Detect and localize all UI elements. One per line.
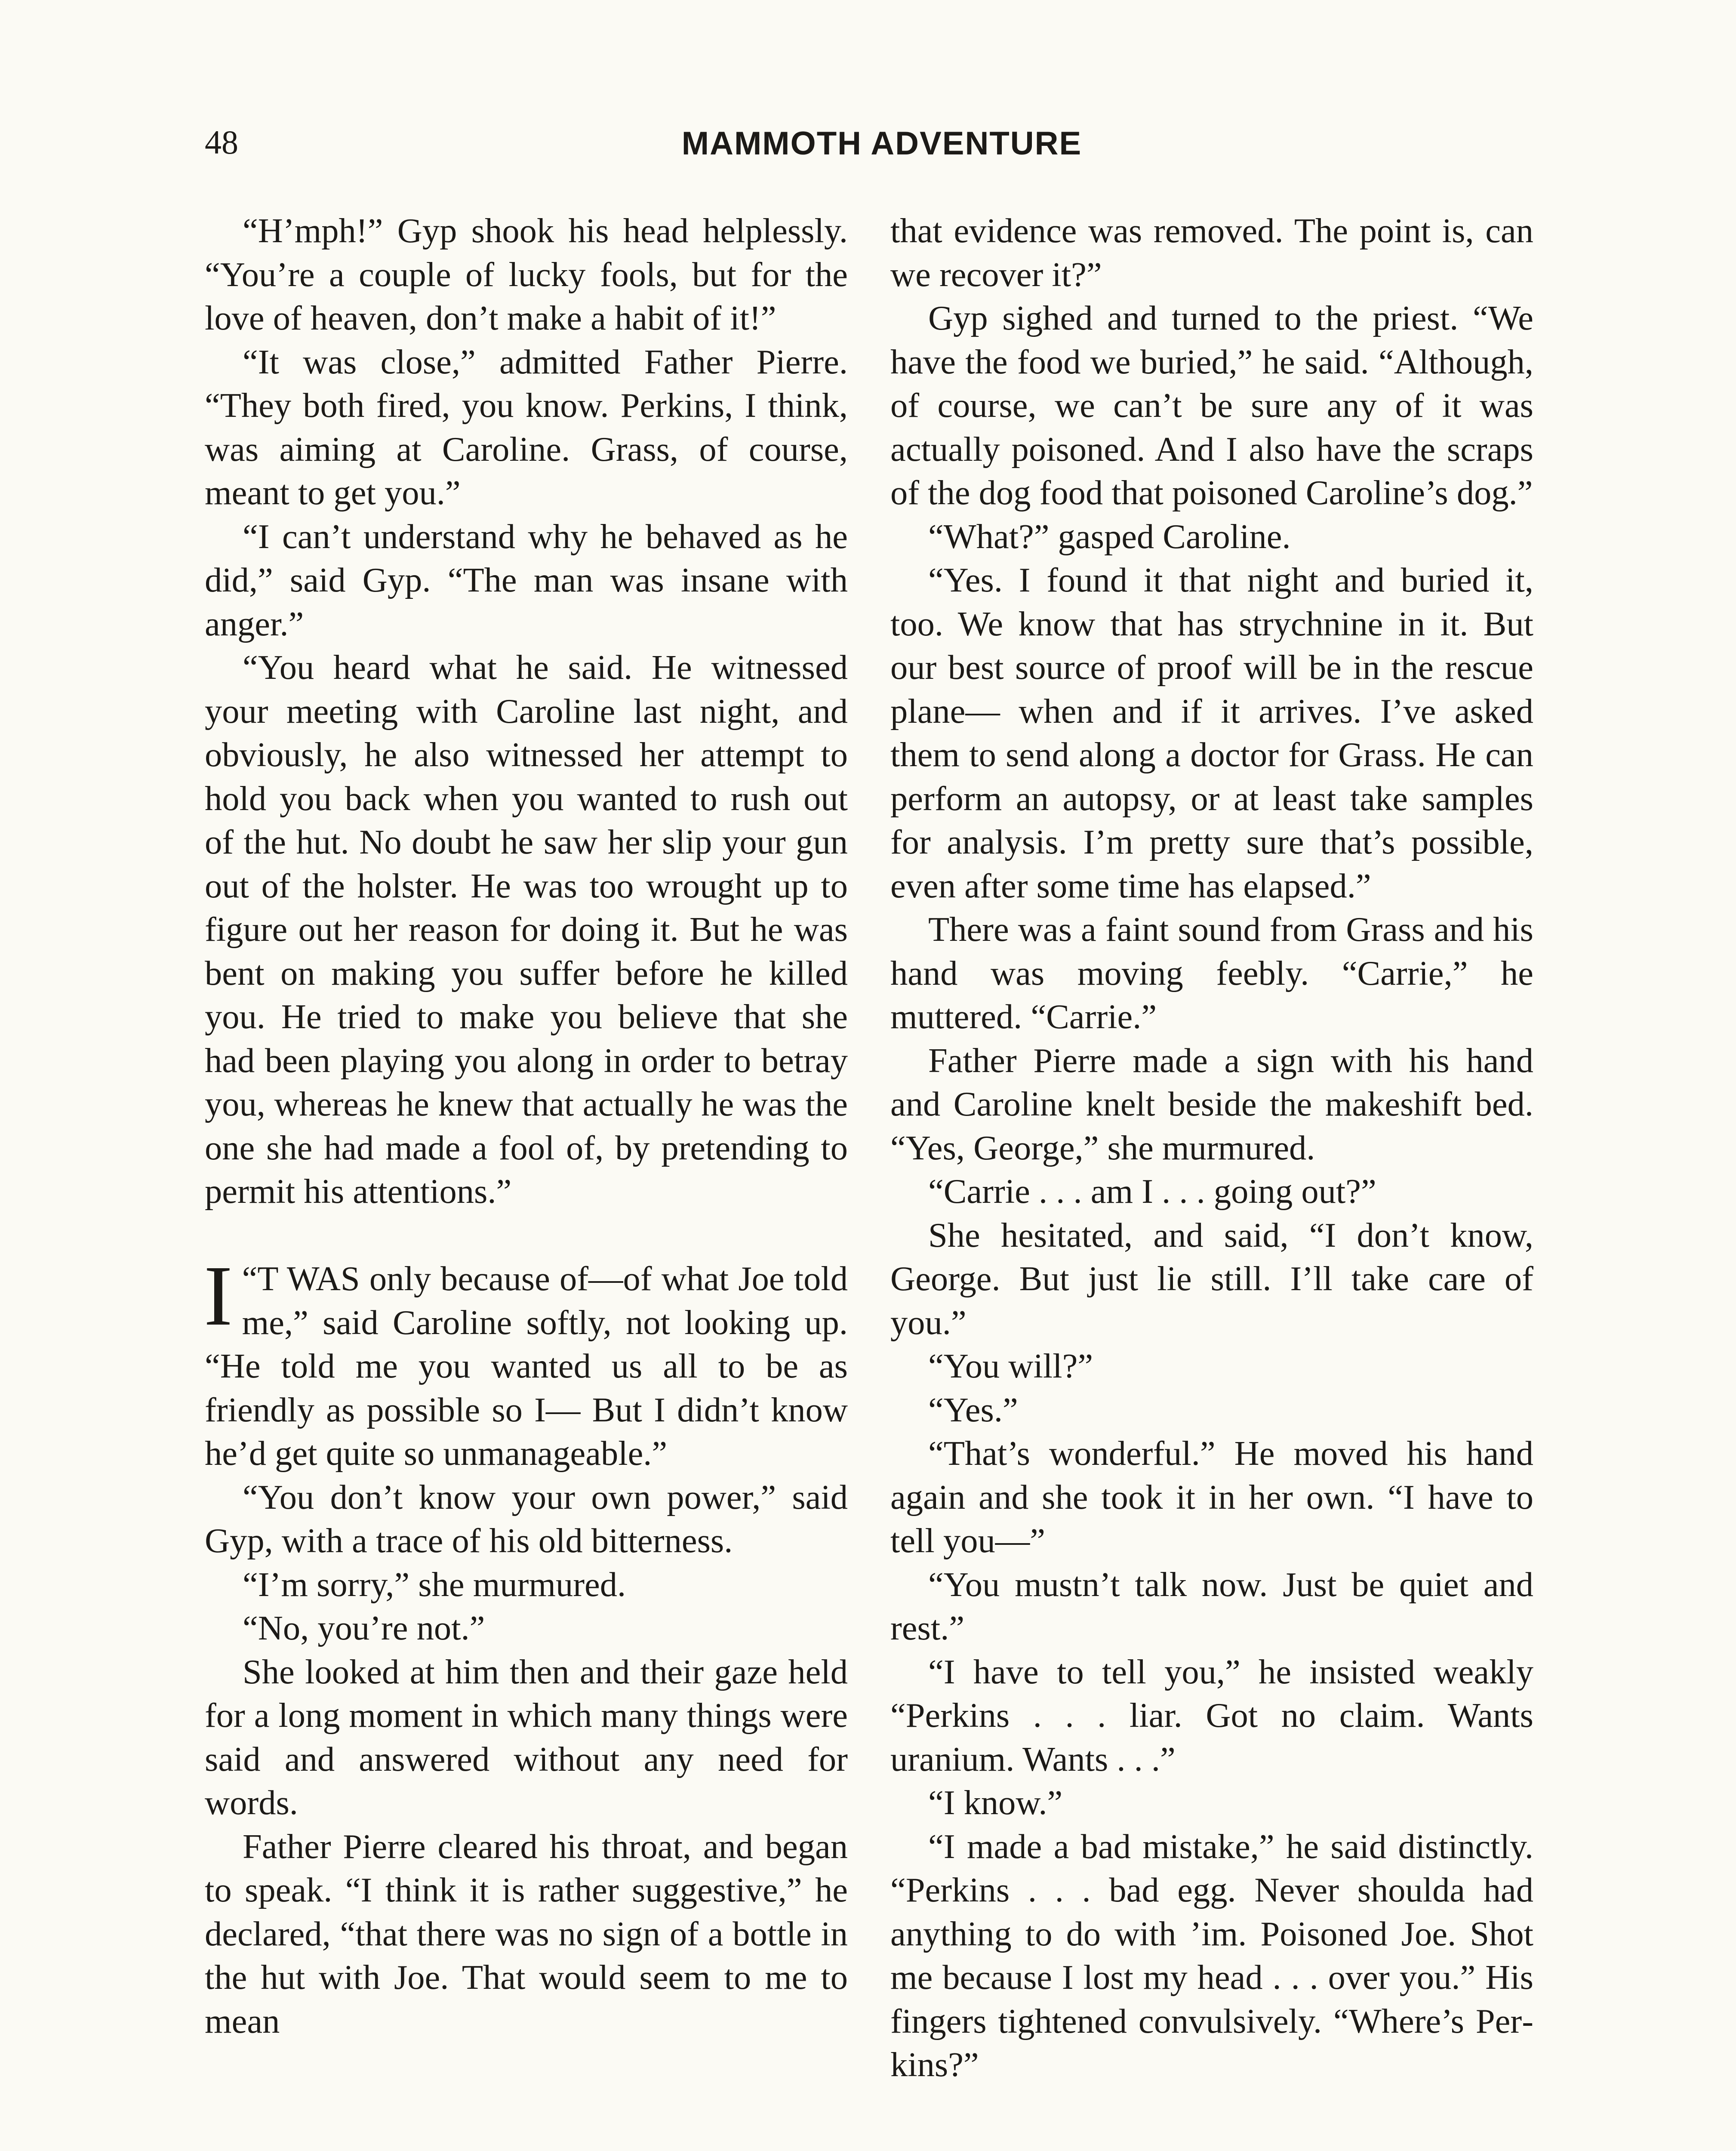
paragraph: “You don’t know your own power,” said Gyp, with a trace of his old bitterness. [205, 1478, 848, 1560]
right-column [890, 209, 1533, 2087]
paragraph: “H’mph!” Gyp shook his head helplessly. “You’re a couple of lucky fools, but for the love of heaven, don’t make a habit of it!” [205, 212, 848, 337]
paragraph: Father Pierre cleared his throat, and began to speak. “I think it is rather suggestive,” he declared, “that there was no sign of a bottle in the hut with Joe. That would seem to me to mean [205, 1827, 848, 2040]
paragraph: “It was close,” admitted Father Pierre. “They both fired, you know. Perkins, I think, was aiming at Caroline. Grass, of course, meant to get you.” [205, 342, 848, 512]
running-head: MAMMOTH ADVENTURE [681, 125, 1082, 162]
paragraph: “I have to tell you,” he insisted weakly “Perkins . . . liar. Got no claim. Wants uranium. Wants . . .” [890, 1652, 1533, 1778]
paragraph: Gyp sighed and turned to the priest. “We have the food we buried,” he said. “Although, of course, we can’t be sure any of it was actually poisoned. And I also have the scraps of the dog food that poisoned Caroline’s dog.” [890, 299, 1533, 512]
continued-paragraph: that evidence was removed. The point is, can we recover it?” [890, 212, 1533, 294]
paragraph: “You mustn’t talk now. Just be quiet and rest.” [890, 1565, 1533, 1647]
paragraph: “You heard what he said. He witnessed your meeting with Caroline last night, and obviously, he also witnessed her attempt to hold you back when you wanted to rush out of the hut. No doubt he saw her slip your gun out of the holster. He was too wrought up to figure out her reason for doing it. But he was bent on making you suffer before he killed you. He tried to make you believe that she had been playing you along in order to betray you, whereas he knew that actually he was the one she had made a fool of, by pretending to permit his attentions.” [205, 648, 848, 1211]
paragraph: “That’s wonderful.” He moved his hand again and she took it in her own. “I have to tell you—” [890, 1434, 1533, 1560]
paragraph: “I know.” [928, 1784, 1063, 1822]
paragraph: She hesitated, and said, “I don’t know, George. But just lie still. I’ll take care of you.” [890, 1216, 1533, 1342]
paragraph-text: T WAS only because of—of what Joe told me,” said Caroline softly, not looking up. “He told me you wanted us all to be as friendly as possible so I— But I didn’t know he’d get quite so unmanageable.” [205, 1260, 848, 1473]
paragraph: “Yes.” [928, 1390, 1018, 1429]
left-column [205, 209, 848, 2043]
page-number: 48 [205, 123, 238, 161]
paragraph: There was a faint sound from Grass and his hand was moving feebly. “Carrie,” he muttered. “Carrie.” [890, 910, 1533, 1036]
paragraph: “No, you’re not.” [243, 1609, 485, 1647]
paragraph: “I can’t understand why he behaved as he did,” said Gyp. “The man was insane with anger.” [205, 517, 848, 643]
drop-cap: I [204, 1248, 233, 1344]
paragraph: “What?” gasped Caroline. [928, 517, 1291, 556]
paragraph: “You will?” [928, 1347, 1093, 1385]
paragraph: “Carrie . . . am I . . . going out?” [928, 1172, 1376, 1211]
dropcap-quote: “ [242, 1260, 258, 1298]
paragraph: “I made a bad mistake,” he said distinctly. “Perkins . . . bad egg. Never shoulda had anything to do with ’im. Poisoned Joe. Shot me because I lost my head . . . over you.” His fingers tightened convulsively. “Where’s Perkins?” [890, 1827, 1533, 2084]
paragraph: She looked at him then and their gaze held for a long moment in which many things were said and answered without any need for words. [205, 1652, 848, 1822]
paragraph: Father Pierre made a sign with his hand and Caroline knelt beside the makeshift bed. “Yes, George,” she murmured. [890, 1041, 1533, 1167]
paragraph: “Yes. I found it that night and buried it, too. We know that has strychnine in it. But our best source of proof will be in the rescue plane— when and if it arrives. I’ve asked them to send along a doctor for Grass. He can perform an autopsy, or at least take samples for analysis. I’m pretty sure that’s possible, even after some time has elapsed.” [890, 561, 1533, 905]
paragraph: “I’m sorry,” she murmured. [243, 1565, 626, 1604]
section-opening-paragraph [204, 1248, 848, 1476]
